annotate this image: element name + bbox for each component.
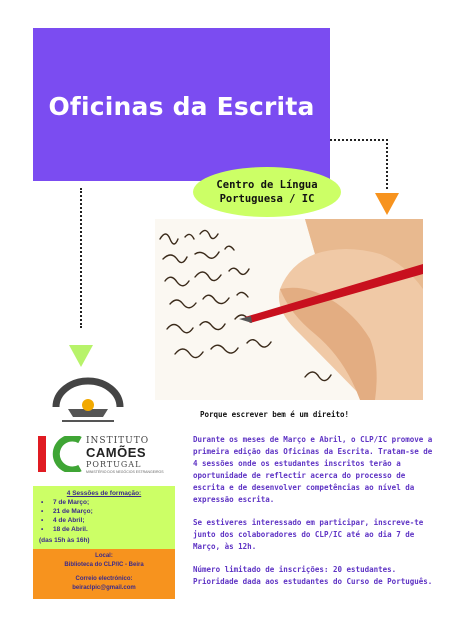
slogan-text: Porque escrever bem é um direito! [200, 410, 350, 419]
orange-arrow-icon [375, 193, 399, 215]
sessions-box [33, 486, 175, 549]
email-address[interactable]: beiraclpic@gmail.com [72, 584, 136, 591]
connector-line-right [386, 139, 388, 189]
logo-i-bar [38, 436, 46, 472]
location-box [33, 549, 175, 599]
paragraph: Número limitado de inscrições: 20 estudantes. Prioridade dada aos estudantes do Curso de Português. [193, 565, 433, 586]
logo-institute-line2: CAMÕES [86, 445, 147, 460]
instituto-camoes-logo [38, 436, 178, 476]
paragraph: Se estiveres interessado em participar, inscreve-te junto dos colaboradores do CLP/IC até ao dia 7 de Março, às 12h. [193, 518, 424, 551]
logo-c-icon [50, 436, 82, 472]
center-badge [193, 167, 341, 217]
paragraph: Durante os meses de Março e Abril, o CLP/IC promove a primeira edição das Oficinas da Escrita. Tratam-se de 4 sessões onde os estudantes inscritos terão a oportunidade de reflectir acerca do processo de escrita e de desenvolver competências ao nível da expressão escrita. [193, 435, 433, 504]
logo-institute-small: MINISTÉRIO DOS NEGÓCIOS ESTRANGEIROS [86, 470, 164, 474]
sessions-hours: (das 15h às 16h) [39, 537, 90, 544]
sessions-list [41, 498, 169, 534]
session-date: • 4 de Abril; [41, 516, 169, 525]
logo-institute-line1: INSTITUTO [86, 436, 150, 446]
description-text [193, 434, 433, 599]
university-logo [48, 377, 128, 427]
title-banner [33, 28, 330, 181]
connector-line-left [80, 188, 82, 328]
center-name-line1: Centro de Língua [216, 179, 318, 191]
logo-institute-line3: PORTUGAL [86, 460, 142, 469]
session-date: • 21 de Março; [41, 507, 169, 516]
handwriting-illustration [155, 219, 423, 400]
location-place: Biblioteca do CLP/IC - Beira [64, 561, 144, 568]
writing-hand-photo [155, 219, 423, 400]
green-arrow-icon [69, 345, 93, 367]
poster-title: Oficinas da Escrita [48, 92, 315, 121]
university-emblem-icon [48, 377, 128, 427]
center-name-line2: Portuguesa / IC [219, 193, 315, 205]
sessions-heading: 4 Sessões de formação: [66, 490, 142, 497]
session-date: • 7 de Março; [41, 498, 169, 507]
session-date: • 18 de Abril. [41, 525, 169, 534]
email-label: Correio electrónico: [75, 576, 133, 582]
connector-line-top [330, 139, 388, 141]
location-label: Local: [95, 553, 113, 559]
